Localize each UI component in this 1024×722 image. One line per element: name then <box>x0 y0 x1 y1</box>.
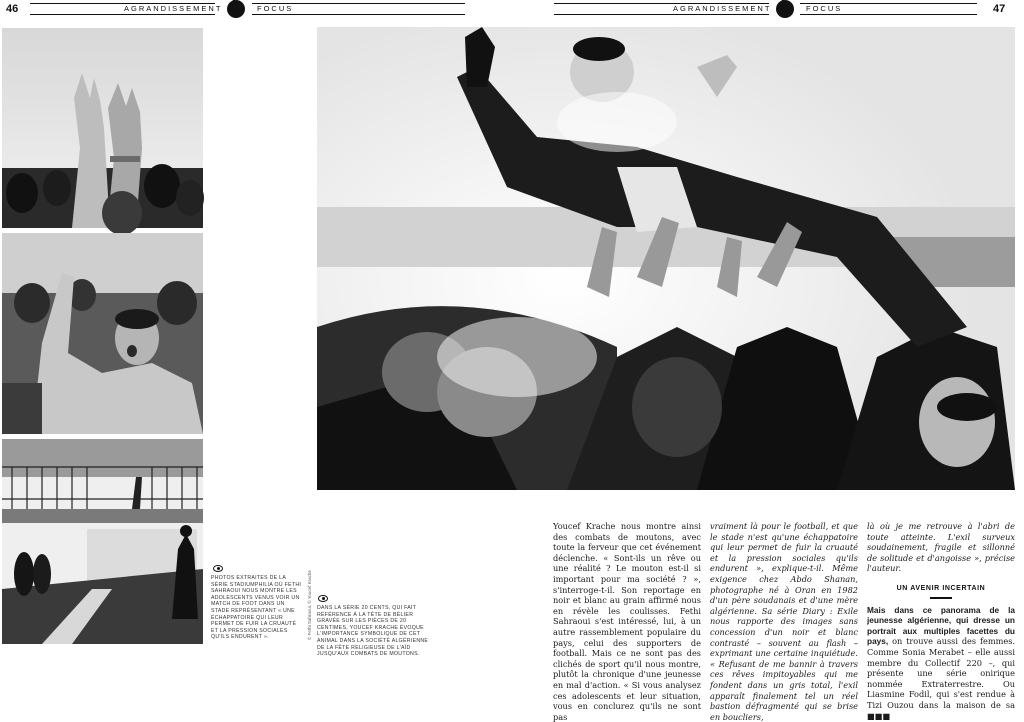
photo-crowd-lifting <box>317 27 1015 490</box>
rubric-label-right: FOCUS <box>806 4 843 13</box>
article-paragraph: vraiment là pour le football, et que le stade n'est qu'une échappatoire qui leur permet de fuir la cruauté et la pression sociales qu'ils endurent », explique-t-il. Même exigence chez Abdo Shanan, photographe né à Oran en 1982 d'un père soudanais et d'une mère algérienne. Sa série Diary : Exile nous rapporte des images sans concession d'un noir et blanc contrasté – souvent au flash – exprimant une certaine inquiétude. « Refusant de me bannir à travers ces rêves impitoyables qui me fondent dans un gris total, l'exil apparaît finalement tel un réel bastion défragmenté qui se brise en boucliers, <box>710 521 858 722</box>
page-number-right: 47 <box>993 3 1006 15</box>
subhead: UN AVENIR INCERTAIN <box>896 584 986 592</box>
header-rule-left-bottom-2 <box>252 14 465 15</box>
photo-shirtless-fan <box>2 233 203 434</box>
article-column-1 <box>553 521 701 722</box>
magazine-logo-icon <box>776 0 794 18</box>
header-rule-left-bottom <box>30 14 215 15</box>
article-paragraph <box>867 605 1015 722</box>
header-rule-right-bottom <box>554 14 769 15</box>
section-label-right: AGRANDISSEMENT <box>673 4 772 13</box>
article-paragraph: Youcef Krache nous montre ainsi des combats de moutons, avec toute la ferveur que cet événement déclenche. « Sont-ils un rêve ou une réalité ? Le mouton est-il si important pour ma société ? », s'interroge-t-il. Son reportage en noir et blanc au grain affirmé nous en révèle les coulisses. Fethi Sahraoui s'est intéressé, lui, à un autre rassemblement populaire du pays, celui des supporters de football. Mais ce ne sont pas des clichés de sport qu'il nous montre, plutôt la chronique d'une jeunesse en mal d'action. « Si vous analysez ces adolescents et leur situation, vous en conclurez qu'ils ne sont pas <box>553 521 701 722</box>
article-paragraph: là où je me retrouve à l'abri de toute atteinte. L'exil surveux soudainement, fragile et sillonné de solitude et d'angoisse », précise l'auteur. <box>867 521 1015 574</box>
lead-in: Mais dans ce panorama de la jeunesse algérienne, qui dresse un portrait aux multiples facettes du pays, <box>867 604 1015 647</box>
header-rule-right-bottom-2 <box>800 14 977 15</box>
rubric-label-left: FOCUS <box>257 4 294 13</box>
photo-stadium-hands <box>2 28 203 228</box>
eye-icon <box>318 595 328 602</box>
article-text: on trouve aussi des femmes. Comme Sonia Merabet – elle aussi membre du Collectif 220 –, qui présente une série onirique nommée Extraterrestre. Ou Liasmine Fodil, qui s'est rendue à Tizi Ouzou dans la maison de sa ■■■ <box>867 636 1015 721</box>
subhead-rule <box>930 597 952 599</box>
article-column-3 <box>867 521 1015 721</box>
photo-wall-shadows <box>2 439 203 644</box>
page-number-left: 46 <box>6 3 19 15</box>
caption-stadiumphilia: PHOTOS EXTRAITES DE LA SÉRIE STADIUMPHILIA OÙ FETHI SAHRAOUI NOUS MONTRE LES ADOLESCENTS VENUS VOIR UN MATCH DE FOOT DANS UN STADE REPRÉSENTANT « UNE ÉCHAPPATOIRE QUI LEUR PERMET DE FUIR LA CRUAUTÉ ET LA PRESSION SOCIALES QU'ILS ENDURENT ». <box>211 575 302 641</box>
photo-credit: © Fethi Sahraoui, © Youcef Krache <box>307 570 312 640</box>
section-label-left: AGRANDISSEMENT <box>124 4 223 13</box>
magazine-logo-icon <box>227 0 245 18</box>
eye-icon <box>213 565 223 572</box>
caption-20-cents: DANS LA SÉRIE 20 CENTS, QUI FAIT RÉFÉRENCE À LA TÊTE DE BÉLIER GRAVÉE SUR LES PIÈCES DE 20 CENTIMES, YOUCEF KRACHE ÉVOQUE L'IMPORTANCE SYMBOLIQUE DE CET ANIMAL DANS LA SOCIÉTÉ ALGÉRIENNE DE LA FÊTE RELIGIEUSE DE L'AÏD JUSQU'AUX COMBATS DE MOUTONS. <box>317 605 429 658</box>
article-column-2 <box>710 521 858 722</box>
